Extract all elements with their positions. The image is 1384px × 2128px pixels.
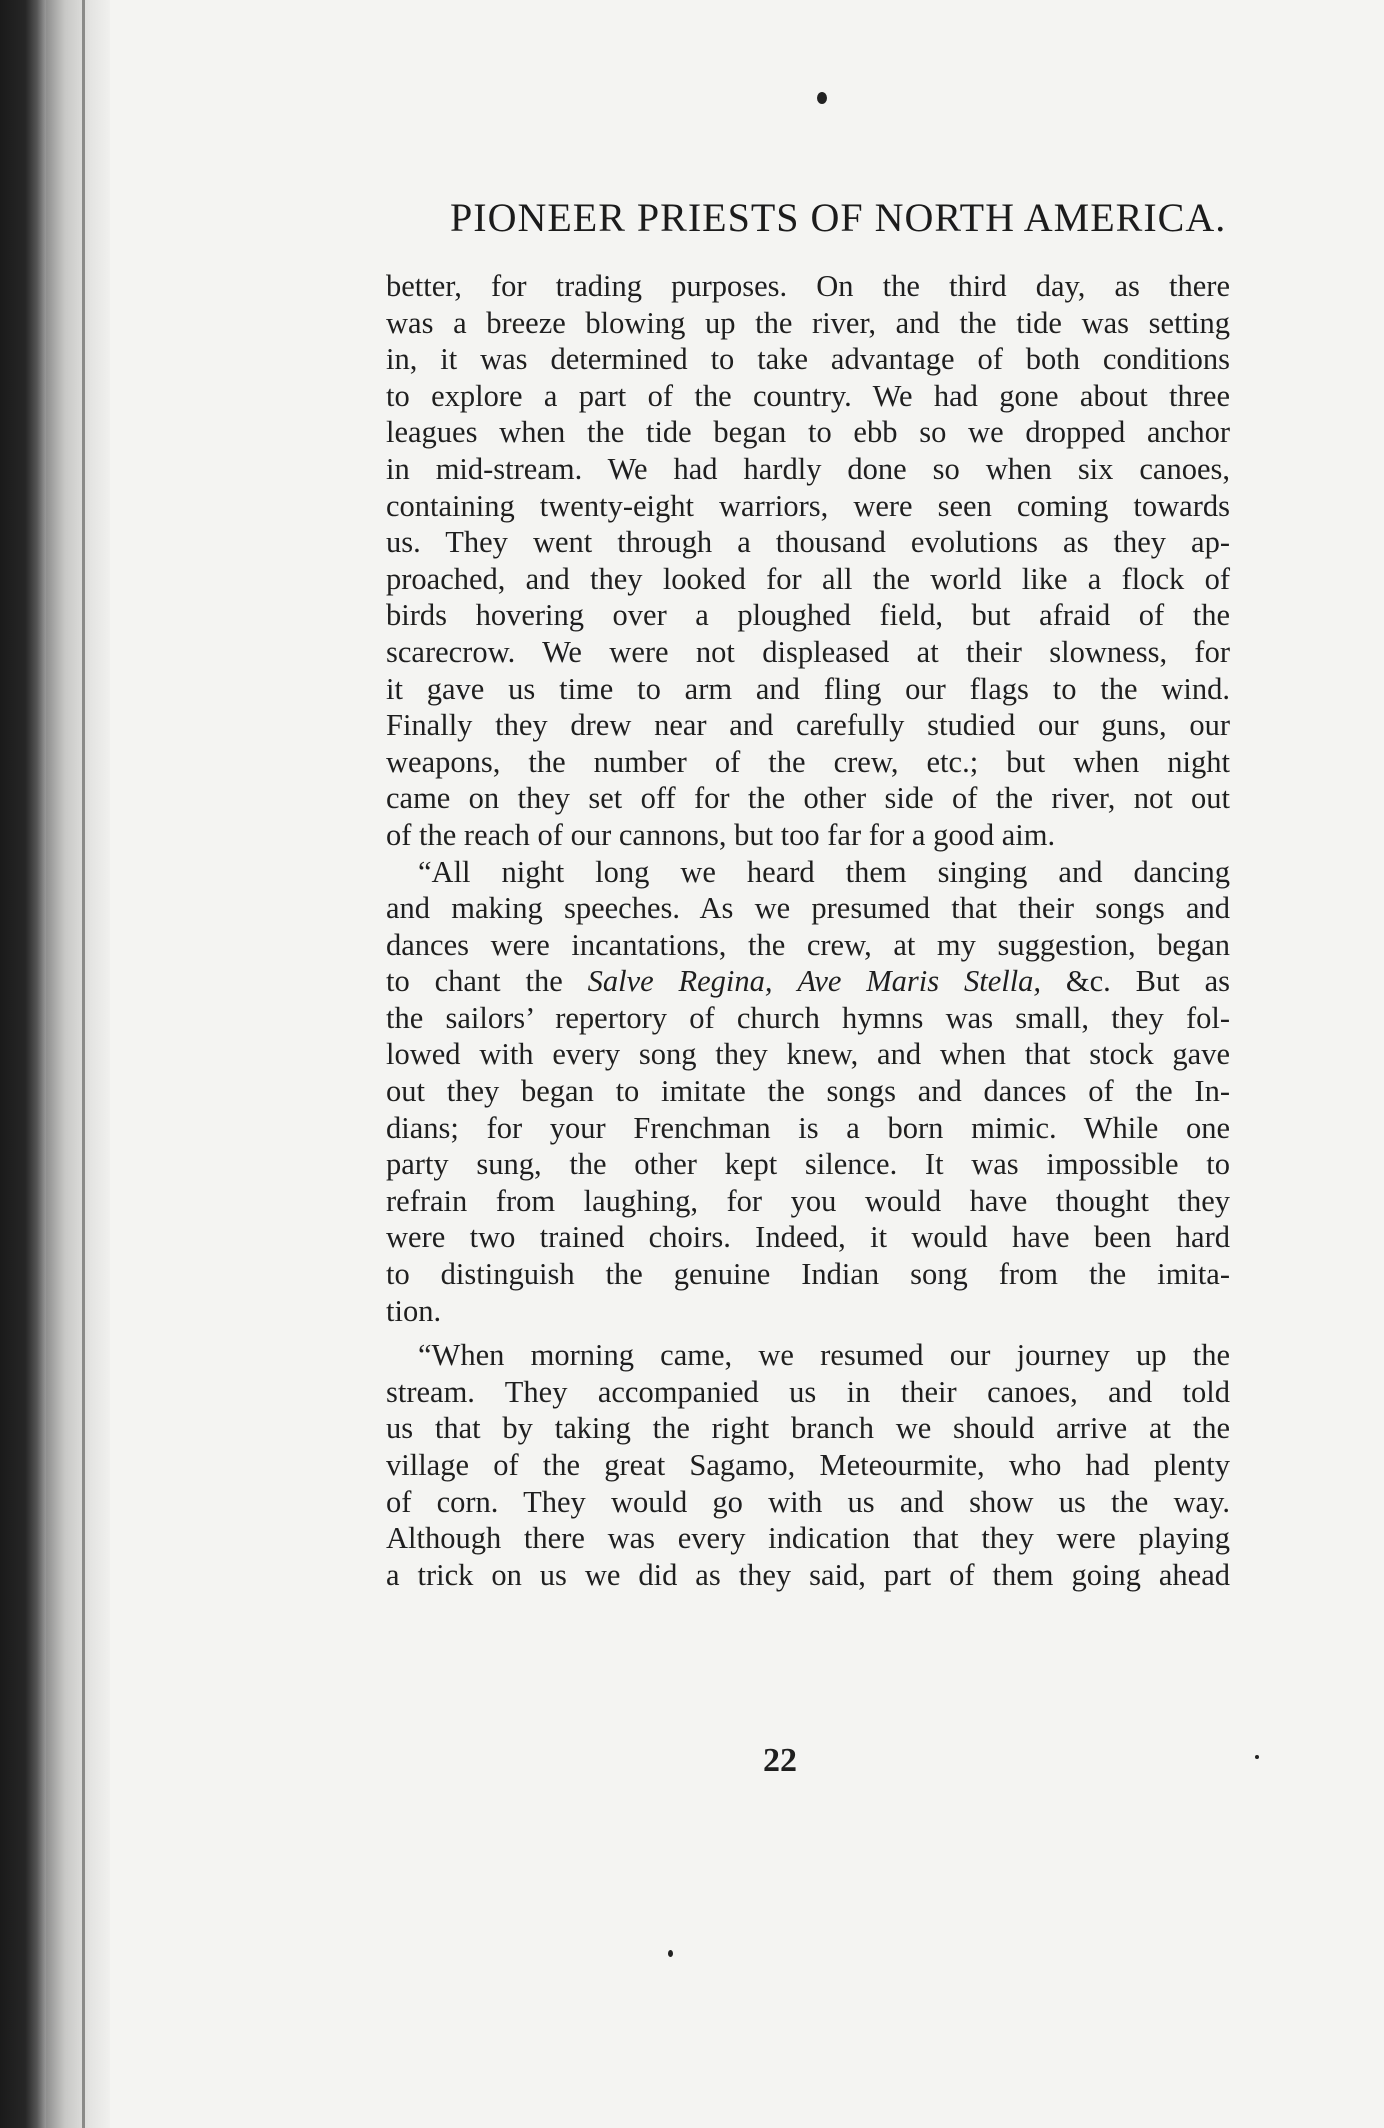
text-line: dians; for your Frenchman is a born mimic. While one <box>386 1110 1230 1145</box>
text-line: dances were incantations, the crew, at my suggestion, began <box>386 927 1230 962</box>
text-line: to chant the Salve Regina, Ave Maris Stella, &c. But as <box>386 964 1230 999</box>
text-line: Although there was every indication that they were playing <box>386 1521 1230 1556</box>
text-line: was a breeze blowing up the river, and the tide was setting <box>386 305 1230 340</box>
text-line: the sailors’ repertory of church hymns was small, they fol- <box>386 1000 1230 1035</box>
text-line: better, for trading purposes. On the third day, as there <box>386 269 1230 303</box>
running-head: PIONEER PRIESTS OF NORTH AMERICA. <box>450 195 1227 240</box>
book-binding-edge <box>0 0 46 2128</box>
text-line: birds hovering over a ploughed field, but afraid of the <box>386 598 1230 633</box>
text-line: refrain from laughing, for you would have thought they <box>386 1183 1230 1218</box>
text-line: “When morning came, we resumed our journey up the <box>418 1338 1230 1373</box>
text-line: stream. They accompanied us in their canoes, and told <box>386 1374 1230 1409</box>
body-text <box>386 268 1230 1593</box>
page-number: 22 <box>763 1742 797 1779</box>
text-line: proached, and they looked for all the world like a flock of <box>386 561 1230 596</box>
text-line: to distinguish the genuine Indian song from the imita- <box>386 1257 1230 1292</box>
text-line: came on they set off for the other side of the river, not out <box>386 781 1230 816</box>
text-line: scarecrow. We were not displeased at their slowness, for <box>386 634 1230 669</box>
text-line: lowed with every song they knew, and when that stock gave <box>386 1037 1230 1072</box>
right-speck <box>1255 1755 1259 1759</box>
text-line: weapons, the number of the crew, etc.; but when night <box>386 744 1230 779</box>
text-line: us that by taking the right branch we should arrive at the <box>386 1411 1230 1446</box>
text-line: of corn. They would go with us and show us the way. <box>386 1484 1230 1519</box>
text-line: us. They went through a thousand evolutions as they ap- <box>386 525 1230 560</box>
text-line: and making speeches. As we presumed that their songs and <box>386 891 1230 926</box>
text-line: out they began to imitate the songs and dances of the In- <box>386 1074 1230 1109</box>
text-line: containing twenty-eight warriors, were seen coming towards <box>386 488 1230 523</box>
text-line: a trick on us we did as they said, part of them going ahead <box>386 1557 1230 1592</box>
text-line: of the reach of our cannons, but too far for a good aim. <box>386 817 1056 852</box>
text-line: to explore a part of the country. We had gone about three <box>386 378 1230 413</box>
text-line: “All night long we heard them singing and dancing <box>418 854 1230 889</box>
text-line: tion. <box>386 1293 442 1328</box>
text-line: were two trained choirs. Indeed, it would have been hard <box>386 1220 1230 1255</box>
bottom-speck <box>668 1950 673 1957</box>
text-line: it gave us time to arm and fling our flags to the wind. <box>386 671 1230 706</box>
gutter-line <box>82 0 85 2128</box>
text-line: village of the great Sagamo, Meteourmite, who had plenty <box>386 1448 1230 1482</box>
text-line: in mid-stream. We had hardly done so when six canoes, <box>386 451 1230 486</box>
text-line: party sung, the other kept silence. It was impossible to <box>386 1147 1230 1182</box>
top-speck <box>817 92 827 104</box>
page-gutter <box>46 0 110 2128</box>
text-line: in, it was determined to take advantage of both conditions <box>386 342 1230 377</box>
text-line: Finally they drew near and carefully studied our guns, our <box>386 708 1230 743</box>
text-line: leagues when the tide began to ebb so we dropped anchor <box>386 415 1230 450</box>
